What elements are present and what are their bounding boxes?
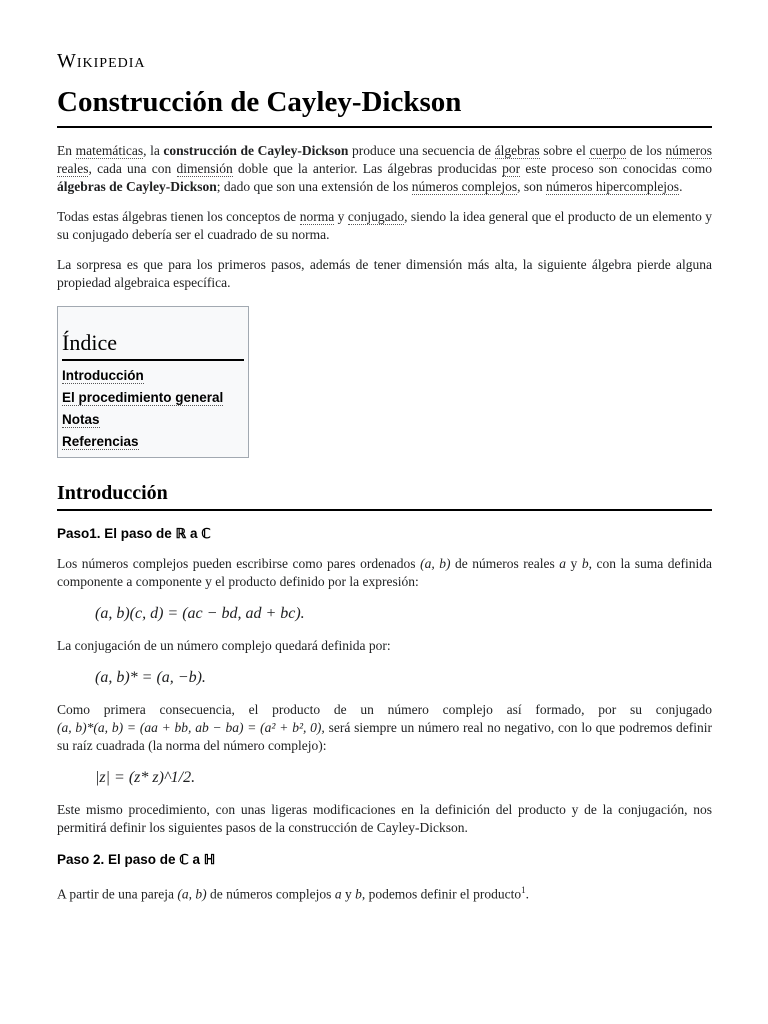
bold-term: construcción de Cayley-Dickson: [163, 143, 349, 158]
link-numeros-hipercomplejos[interactable]: números hipercomplejos: [545, 179, 680, 194]
toc-title: Índice: [62, 329, 244, 361]
link-numeros-reales[interactable]: números reales: [57, 143, 712, 176]
text: , son: [517, 179, 546, 194]
text: Todas estas álgebras tienen los conceptos de: [57, 209, 300, 224]
text: y: [341, 886, 356, 902]
text: .: [679, 179, 683, 194]
bold-term: álgebras de Cayley-Dickson: [57, 179, 217, 194]
page-title: Construcción de Cayley-Dickson: [57, 84, 712, 128]
link-matematicas[interactable]: matemáticas: [75, 143, 144, 158]
text: .: [525, 886, 530, 902]
math-pair: (a, b): [177, 886, 207, 902]
paso1-paragraph-3: [57, 701, 712, 755]
text: Como primera consecuencia, el producto de un número complejo así formado, por su conjugado: [57, 702, 712, 717]
text: y: [334, 209, 348, 224]
toc-item-label: Referencias: [62, 434, 139, 449]
math-pair: (a, b): [420, 556, 451, 571]
text: doble que la anterior. Las álgebras producidas: [232, 161, 503, 176]
formula-norm: |z| = (z* z)^1/2.: [95, 769, 196, 786]
text: de números reales: [450, 556, 560, 571]
intro-paragraph-2: [57, 208, 712, 244]
paso1-paragraph-1: [57, 555, 712, 591]
subsection-heading-paso2: Paso 2. El paso de ℂ a ℍ: [57, 852, 216, 867]
article: [57, 0, 712, 904]
text: , cada una con: [88, 161, 177, 176]
paso1-paragraph-2: La conjugación de un número complejo quedará definida por:: [57, 638, 391, 653]
text: y: [566, 556, 582, 571]
link-conjugado[interactable]: conjugado: [347, 209, 405, 224]
text: de los: [626, 143, 666, 158]
table-of-contents: [57, 306, 249, 458]
text: , la: [143, 143, 164, 158]
toc-item-label: Introducción: [62, 368, 144, 383]
math-var-b: b: [581, 556, 589, 571]
text: de números complejos: [206, 886, 335, 902]
link-norma[interactable]: norma: [299, 209, 335, 224]
math-var-b: b: [355, 886, 362, 902]
link-algebras[interactable]: álgebras: [494, 143, 540, 158]
text: En: [57, 143, 76, 158]
math-var-a: a: [559, 556, 567, 571]
text: Los números complejos pueden escribirse como pares ordenados: [57, 556, 421, 571]
text: este proceso son conocidas como: [520, 161, 712, 176]
text: , podemos definir el producto: [361, 886, 522, 902]
subsection-heading-paso1: Paso1. El paso de ℝ a ℂ: [57, 526, 211, 541]
text: , siendo la idea general que el producto de un elemento y su conjugado debería ser el cuadrado de su norma.: [57, 209, 713, 242]
toc-item-label: Notas: [62, 412, 100, 427]
paso2-paragraph-1: [57, 881, 712, 904]
section-heading-introduccion: Introducción: [57, 480, 712, 511]
toc-item-notas[interactable]: [62, 412, 244, 427]
text: A partir de una pareja: [57, 886, 178, 902]
toc-item-procedimiento-general[interactable]: [62, 390, 244, 405]
toc-item-introduccion[interactable]: [62, 368, 244, 383]
link-numeros-complejos[interactable]: números complejos: [411, 179, 518, 194]
math-var-a: a: [334, 886, 342, 902]
intro-paragraph-3: La sorpresa es que para los primeros pasos, además de tener dimensión más alta, la siguiente álgebra pierde alguna propiedad algebraica específica.: [57, 257, 712, 290]
formula-conjugate: (a, b)* = (a, −b).: [95, 669, 206, 686]
link-dimension[interactable]: dimensión: [176, 161, 233, 176]
intro-paragraph-1: [57, 142, 712, 196]
toc-item-referencias[interactable]: [62, 434, 244, 449]
formula-product: (a, b)(c, d) = (ac − bd, ad + bc).: [95, 605, 305, 622]
text: ; dado que son una extensión de los: [216, 179, 412, 194]
wikipedia-wordmark[interactable]: Wikipedia: [57, 50, 146, 72]
text: produce una secuencia de: [348, 143, 495, 158]
link-cuerpo[interactable]: cuerpo: [589, 143, 627, 158]
paso1-paragraph-4: Este mismo procedimiento, con unas ligeras modificaciones en la definición del producto y de la conjugación, nos permitirá definir los siguientes pasos de la construcción de Cayley-Dickson.: [57, 802, 712, 835]
math-inline-conjugate-product: (a, b)*(a, b) = (aa + bb, ab − ba) = (a² + b², 0),: [57, 720, 325, 735]
link-por[interactable]: por: [502, 161, 521, 176]
footnote-ref-1[interactable]: 1: [521, 885, 526, 895]
text: , con la suma definida componente a componente y el producto definido por la expresión:: [57, 556, 712, 589]
toc-item-label: El procedimiento general: [62, 390, 224, 405]
text: sobre el: [539, 143, 590, 158]
text: será siempre un número real no negativo, con lo que podremos definir su raíz cuadrada (la norma del número complejo):: [57, 720, 712, 753]
